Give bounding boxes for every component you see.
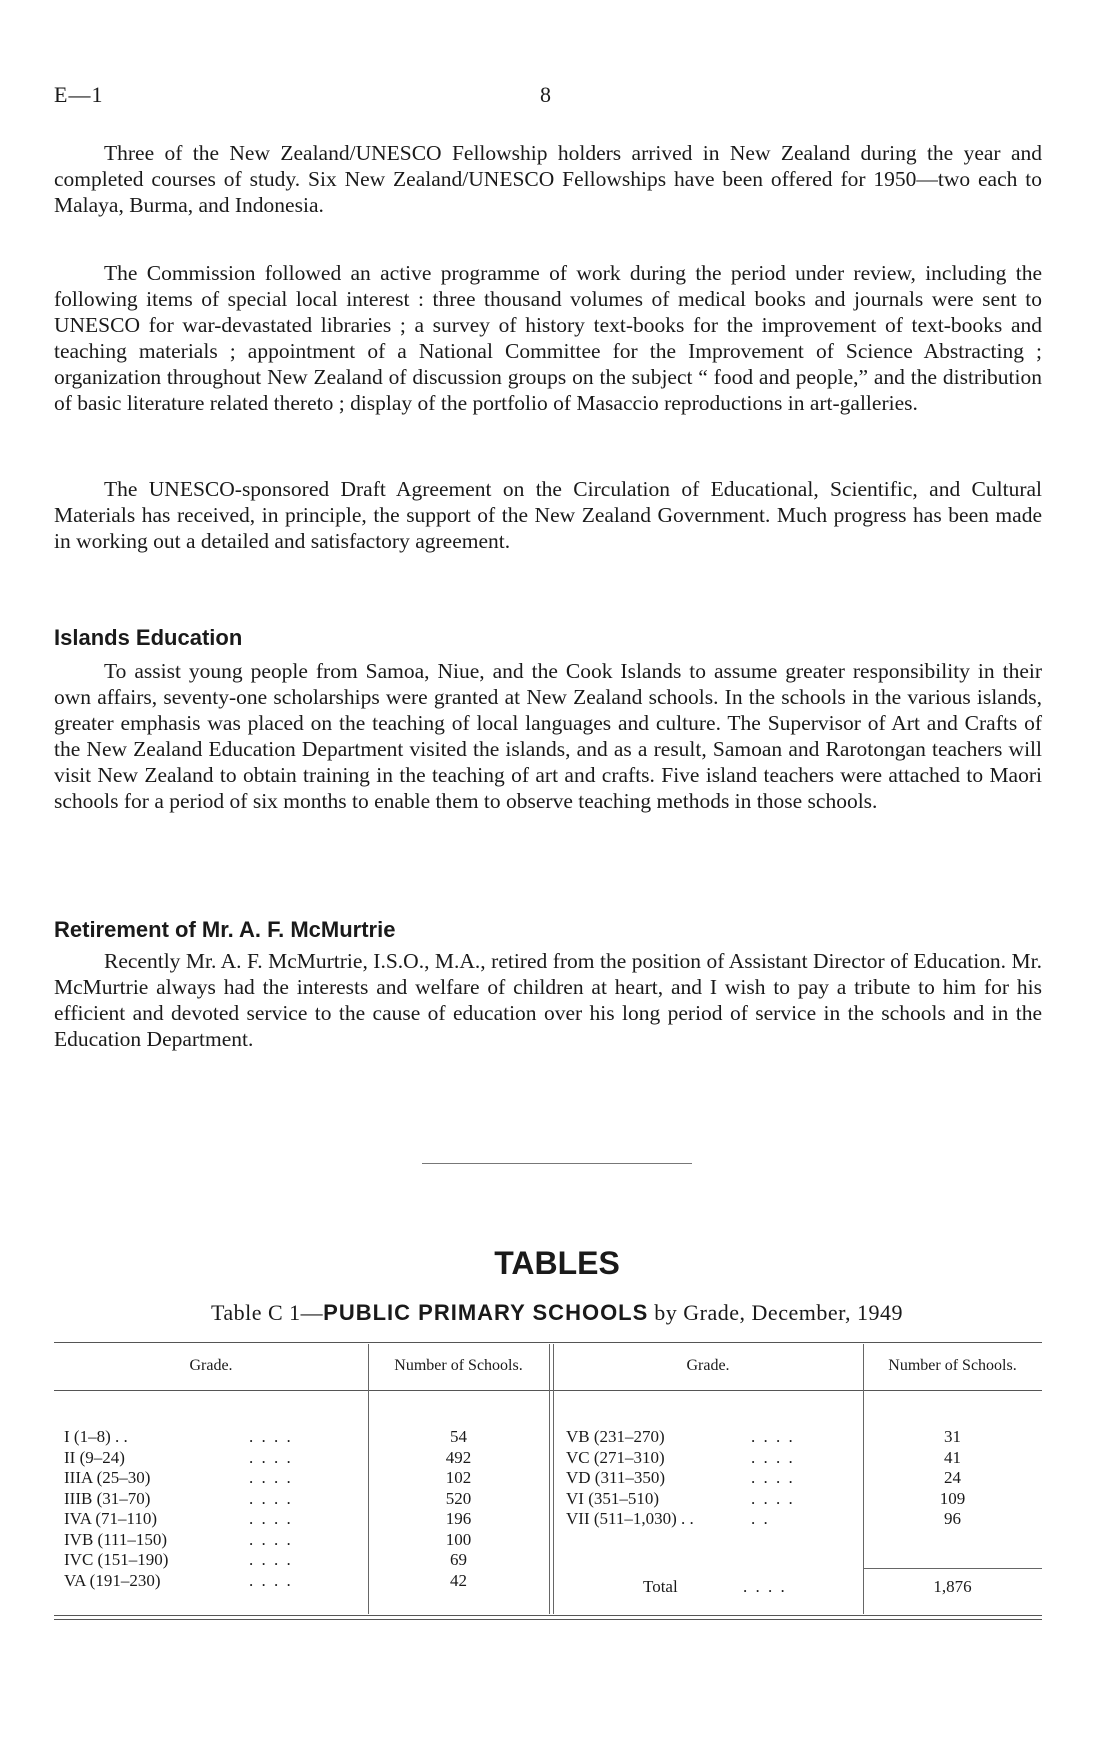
- number-cell: 520: [445, 1488, 472, 1508]
- table-row: [566, 1447, 1042, 1469]
- grade-cell: VB (231–270): [566, 1427, 665, 1446]
- column-divider: [553, 1344, 554, 1614]
- table-row: [64, 1508, 549, 1530]
- section-heading-retirement: Retirement of Mr. A. F. McMurtrie: [54, 917, 396, 942]
- leader-dots: . . . .: [249, 1509, 293, 1528]
- paragraph-commission: [54, 260, 1042, 416]
- table-bottom-rule: [54, 1615, 1042, 1616]
- column-header-grade: Grade.: [686, 1357, 730, 1374]
- leader-dots: . . . .: [249, 1488, 293, 1508]
- paragraph-retirement: [54, 948, 1042, 1052]
- paragraph-text: Three of the New Zealand/UNESCO Fellowship holders arrived in New Zealand during the year and completed courses of study. Six New Zealand/UNESCO Fellowships have been offered for 1950—two each to Malaya, Burma, and Indonesia.: [54, 141, 1042, 217]
- number-cell: 100: [445, 1529, 472, 1549]
- leader-dots: . . . .: [751, 1468, 795, 1487]
- number-cell: 24: [944, 1468, 961, 1487]
- table-row: [64, 1488, 549, 1510]
- number-cell: 109: [939, 1488, 966, 1508]
- number-cell: 41: [944, 1447, 961, 1467]
- number-cell: 96: [944, 1509, 961, 1528]
- page-number: 8: [540, 82, 552, 107]
- table-row: [566, 1488, 1042, 1510]
- total-rule: [863, 1568, 1042, 1569]
- total-dots: . . . .: [743, 1577, 787, 1596]
- table-bottom-rule-2: [54, 1619, 1042, 1620]
- grade-cell: IIIA (25–30): [64, 1468, 151, 1487]
- number-cell: 69: [450, 1550, 467, 1569]
- grade-cell: IVB (111–150): [64, 1529, 168, 1549]
- paragraph-text: The UNESCO-sponsored Draft Agreement on the Circulation of Educational, Scientific, and Cultural Materials has received, in principle, the support of the New Zealand Government. Much progress has been made in working out a detailed and satisfactory agreement.: [54, 477, 1042, 553]
- leader-dots: . . . .: [751, 1488, 795, 1508]
- leader-dots: . . . .: [249, 1427, 293, 1446]
- caption-prefix: Table C 1—: [210, 1300, 324, 1325]
- paragraph-islands-education: [54, 658, 1042, 814]
- table-header-rule: [54, 1390, 1042, 1391]
- caption-suffix: by Grade, December, 1949: [648, 1300, 904, 1325]
- grade-cell: IVA (71–110): [64, 1509, 158, 1528]
- leader-dots: . . . .: [249, 1447, 293, 1467]
- table-row: [64, 1426, 549, 1448]
- column-divider: [549, 1344, 550, 1614]
- grade-cell: II (9–24): [64, 1447, 125, 1467]
- table-row: [566, 1467, 1042, 1489]
- grade-cell: VI (351–510): [566, 1488, 660, 1508]
- leader-dots: . . . .: [249, 1570, 293, 1590]
- total-value: 1,876: [933, 1577, 972, 1596]
- leader-dots: . . . .: [249, 1529, 293, 1549]
- table-top-rule: [54, 1342, 1042, 1343]
- column-header-number: Number of Schools.: [888, 1357, 1017, 1374]
- column-header-number: Number of Schools.: [394, 1357, 523, 1374]
- grade-cell: VC (271–310): [566, 1447, 665, 1467]
- table-total-row: [553, 1575, 1042, 1599]
- grade-cell: VII (511–1,030) . .: [566, 1509, 694, 1528]
- paragraph-text: To assist young people from Samoa, Niue, and the Cook Islands to assume greater responsibility in their own affairs, seventy-one scholarships were granted at New Zealand schools. In the schools in the various islands, greater emphasis was placed on the teaching of local languages and culture. The Supervisor of Art and Crafts of the New Zealand Education Department visited the islands, and as a result, Samoan and Rarotongan teachers will visit New Zealand to obtain training in the teaching of art and crafts. Five island teachers were attached to Maori schools for a period of six months to enable them to observe teaching methods in those schools.: [54, 659, 1042, 813]
- paragraph-fellowships: [54, 140, 1042, 218]
- grade-cell: VA (191–230): [64, 1570, 161, 1590]
- grade-cell: I (1–8) . .: [64, 1427, 128, 1446]
- column-header-grade: Grade.: [189, 1357, 233, 1374]
- number-cell: 196: [445, 1509, 472, 1528]
- leader-dots: . .: [751, 1509, 770, 1528]
- leader-dots: . . . .: [751, 1447, 795, 1467]
- grade-cell: IIIB (31–70): [64, 1488, 151, 1508]
- tables-title: TABLES: [494, 1245, 620, 1281]
- number-cell: 42: [450, 1570, 467, 1590]
- caption-bold: PUBLIC PRIMARY SCHOOLS: [323, 1300, 649, 1325]
- paragraph-text: The Commission followed an active programme of work during the period under review, including the following items of special local interest : three thousand volumes of medical books and journals were sent to UNESCO for war-devastated libraries ; a survey of history text-books for the improvement of text-books and teaching materials ; appointment of a National Committee for the Improvement of Science Abstracting ; organization throughout New Zealand of discussion groups on the subject “ food and people,” and the distribution of basic literature related thereto ; display of the portfolio of Masaccio reproductions in art-galleries.: [54, 261, 1042, 415]
- total-label: Total: [643, 1577, 678, 1596]
- table-row: [64, 1549, 549, 1571]
- leader-dots: . . . .: [249, 1468, 293, 1487]
- number-cell: 102: [445, 1468, 472, 1487]
- table-row: [64, 1529, 549, 1551]
- number-cell: 492: [445, 1447, 472, 1467]
- document-code: E—1: [54, 82, 104, 107]
- number-cell: 31: [944, 1427, 961, 1446]
- leader-dots: . . . .: [249, 1550, 293, 1569]
- table-row: [64, 1570, 549, 1592]
- grade-cell: IVC (151–190): [64, 1550, 169, 1569]
- paragraph-text: Recently Mr. A. F. McMurtrie, I.S.O., M.A., retired from the position of Assistant Director of Education. Mr. McMurtrie always had the interests and welfare of children at heart, and I wish to pay a tribute to him for his efficient and devoted service to the cause of education over his long period of service in the schools and in the Education Department.: [54, 949, 1042, 1051]
- table-row: [64, 1467, 549, 1489]
- table-row: [566, 1426, 1042, 1448]
- paragraph-draft-agreement: [54, 476, 1042, 554]
- table-row: [64, 1447, 549, 1469]
- grade-cell: VD (311–350): [566, 1468, 665, 1487]
- table-caption: [0, 1300, 1114, 1326]
- section-divider: [422, 1163, 692, 1164]
- section-heading-islands-education: Islands Education: [54, 625, 243, 650]
- leader-dots: . . . .: [751, 1427, 795, 1446]
- number-cell: 54: [450, 1427, 467, 1446]
- table-row: [566, 1508, 1042, 1530]
